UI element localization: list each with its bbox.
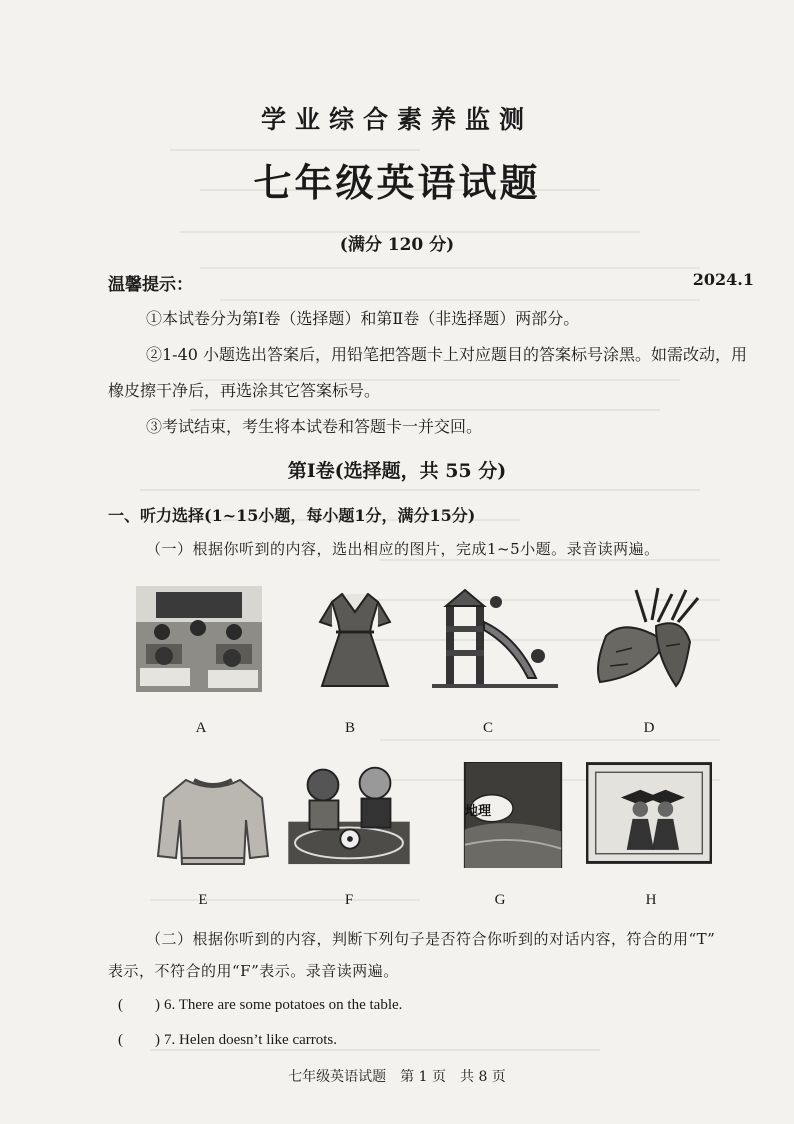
dress-picture	[292, 586, 418, 692]
option-label-h: H	[645, 892, 657, 908]
option-label-a: A	[195, 720, 207, 736]
answer-blank[interactable]: ( )	[118, 997, 160, 1013]
option-label-b: B	[344, 720, 355, 736]
playground-slide-picture	[432, 586, 558, 692]
carrots-picture	[586, 586, 712, 692]
option-label-g: G	[494, 892, 506, 908]
graduation-picture	[586, 760, 712, 866]
tip-item-2-line-2: 橡皮擦干净后，再选涂其它答案标号。	[108, 381, 381, 400]
tip-item-2-line-1: ②1-40 小题选出答案后，用铅笔把答题卡上对应题目的答案标号涂黑。如需改动，用	[146, 345, 748, 364]
question-text: 7. Helen doesn’t like carrots.	[164, 1032, 338, 1048]
tip-item-1: ①本试卷分为第Ⅰ卷（选择题）和第Ⅱ卷（非选择题）两部分。	[146, 309, 580, 328]
listening-instruction-2-line-1: （二）根据你听到的内容，判断下列句子是否符合你听到的对话内容，符合的用“T”	[146, 930, 716, 948]
sweater-picture	[150, 764, 276, 870]
boys-playing-football-picture	[286, 760, 412, 866]
listening-instruction-2-line-2: 表示，不符合的用“F”表示。录音读两遍。	[108, 962, 399, 980]
section-title: 第Ⅰ卷(选择题，共 55 分)	[287, 460, 507, 482]
book-cover-text: 地理	[464, 804, 491, 819]
option-label-f: F	[344, 892, 354, 908]
option-label-e: E	[198, 892, 208, 908]
question-text: 6. There are some potatoes on the table.	[164, 997, 403, 1013]
listening-instruction-1: （一）根据你听到的内容，选出相应的图片，完成1~5小题。录音读两遍。	[146, 540, 660, 558]
total-score: (满分 120 分)	[339, 235, 455, 255]
exam-title: 七年级英语试题	[253, 160, 541, 205]
page-footer: 七年级英语试题 第 1 页 共 8 页	[288, 1069, 506, 1085]
part-heading: 一、听力选择(1~15小题，每小题1分，满分15分)	[108, 506, 476, 525]
answer-blank[interactable]: ( )	[118, 1032, 160, 1048]
question-7	[118, 1032, 337, 1049]
option-label-d: D	[643, 720, 655, 736]
tips-label: 温馨提示：	[108, 275, 193, 295]
option-label-c: C	[482, 720, 493, 736]
exam-supertitle: 学业综合素养监测	[260, 105, 533, 134]
classroom-picture	[136, 586, 262, 692]
exam-date: 2024.1	[692, 270, 754, 289]
question-6	[118, 997, 402, 1014]
tip-item-3: ③考试结束，考生将本试卷和答题卡一并交回。	[146, 417, 483, 436]
